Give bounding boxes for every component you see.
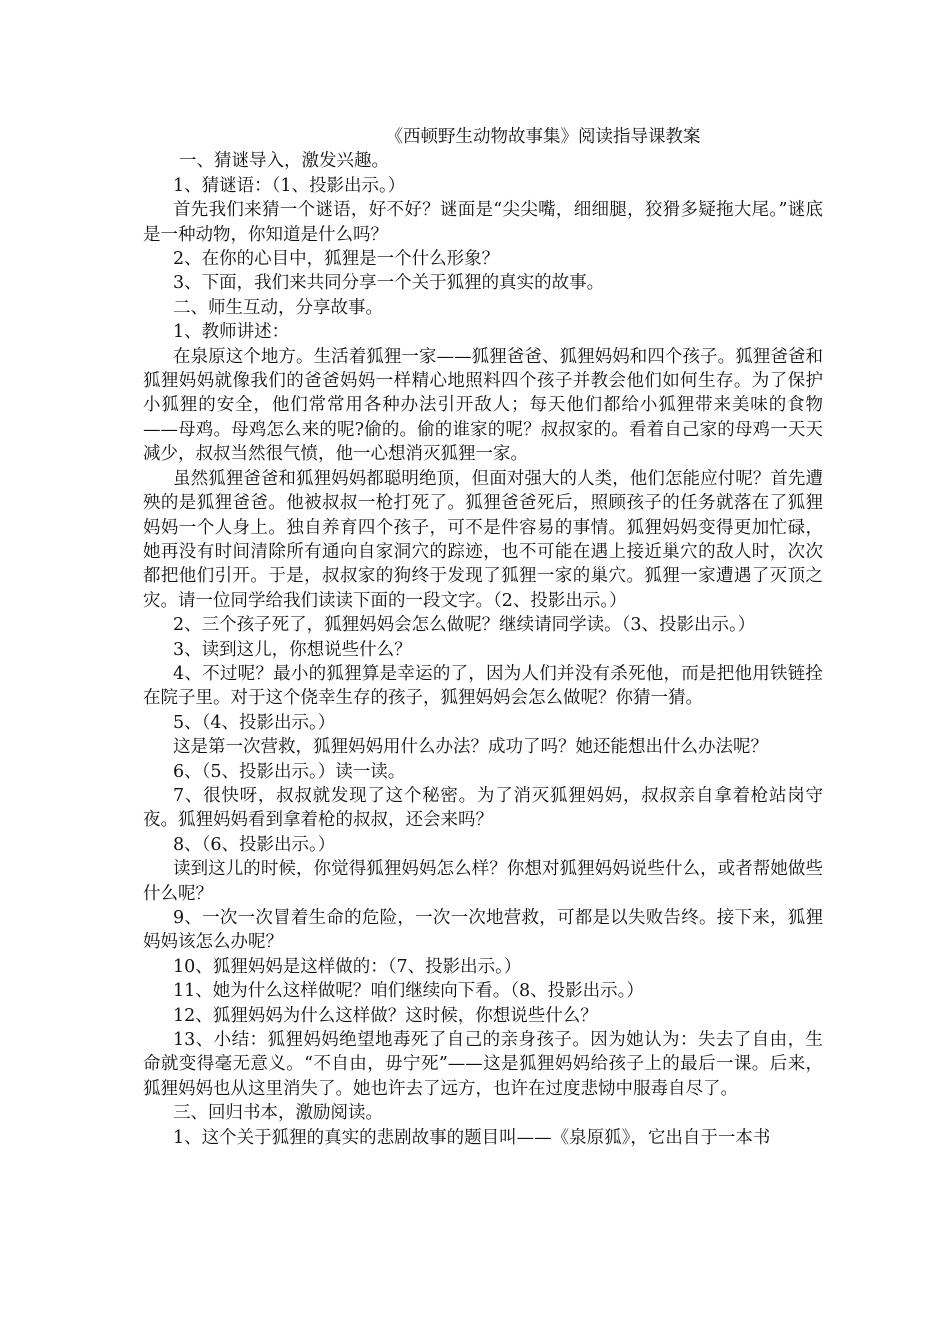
paragraph: 1、猜谜语：（1、投影出示。）: [173, 175, 406, 196]
lesson-plan-body: [143, 125, 823, 1150]
paragraph: 9、一次一次冒着生命的危险，一次一次地营救，可都是以失败告终。接下来，狐狸妈妈该怎么办呢？: [143, 908, 823, 953]
paragraph: 12、狐狸妈妈为什么这样做？这时候，你想说些什么？: [173, 1005, 598, 1026]
paragraph: 读到这儿的时候，你觉得狐狸妈妈怎么样？你想对狐狸妈妈说些什么，或者帮她做些什么呢？: [143, 859, 823, 904]
section-heading-2: 二、师生互动，分享故事。: [173, 297, 383, 318]
paragraph: 1、教师讲述：: [173, 322, 290, 343]
paragraph: 2、在你的心目中，狐狸是一个什么形象？: [173, 249, 500, 270]
paragraph: 4、不过呢？最小的狐狸算是幸运的了，因为人们并没有杀死他，而是把他用铁链拴在院子里。对于这个侥幸生存的孩子，狐狸妈妈会怎么做呢？你猜一猜。: [143, 663, 823, 709]
paragraph: 11、她为什么这样做呢？咱们继续向下看。（8、投影出示。）: [173, 981, 644, 1002]
section-heading-1: 一、猜谜导入，激发兴趣。: [179, 151, 389, 172]
paragraph: 13、小结：狐狸妈妈绝望地毒死了自己的亲身孩子。因为她认为：失去了自由，生命就变得毫无意义。“不自由，毋宁死”——这是狐狸妈妈给孩子上的最后一课。后来，狐狸妈妈也从这里消失了。她也许去了远方，也许在过度悲恸中服毒自尽了。: [143, 1030, 823, 1099]
paragraph: 10、狐狸妈妈是这样做的：（7、投影出示。）: [173, 956, 522, 977]
paragraph: 这是第一次营救，狐狸妈妈用什么办法？成功了吗？她还能想出什么办法呢？: [173, 737, 768, 758]
paragraph: 三、回归书本，激励阅读。: [173, 1103, 383, 1124]
paragraph: 2、三个孩子死了，狐狸妈妈会怎么做呢？继续请同学读。（3、投影出示。）: [173, 615, 756, 636]
paragraph: 虽然狐狸爸爸和狐狸妈妈都聪明绝顶，但面对强大的人类，他们怎能应付呢？首先遭殃的是狐狸爸爸。他被叔叔一枪打死了。狐狸爸爸死后，照顾孩子的任务就落在了狐狸妈妈一个人身上。独自养育四个孩子，可不是件容易的事情。狐狸妈妈变得更加忙碌，她再没有时间清除所有通向自家洞穴的踪迹，也不可能在遇上接近巢穴的敌人时，次次都把他们引开。于是，叔叔家的狗终于发现了狐狸一家的巢穴。狐狸一家遭遇了灭顶之灾。请一位同学给我们读读下面的一段文字。（2、投影出示。）: [143, 468, 823, 611]
paragraph: 8、（6、投影出示。）: [173, 834, 336, 855]
section-heading-3: 1、这个关于狐狸的真实的悲剧故事的题目叫——《泉原狐》，它出自于一本书: [173, 1127, 771, 1148]
paragraph: 3、读到这儿，你想说些什么？: [173, 639, 412, 660]
paragraph: 5、（4、投影出示。）: [173, 712, 336, 733]
document-title: 《西顿野生动物故事集》阅读指导课教案: [385, 127, 701, 147]
paragraph: 首先我们来猜一个谜语，好不好？谜面是“尖尖嘴，细细腿，狡猾多疑拖大尾。”谜底是一种动物，你知道是什么吗？: [143, 200, 823, 245]
paragraph: 在泉原这个地方。生活着狐狸一家——狐狸爸爸、狐狸妈妈和四个孩子。狐狸爸爸和狐狸妈妈就像我们的爸爸妈妈一样精心地照料四个孩子并教会他们如何生存。为了保护小狐狸的安全，他们常常用各种办法引开敌人；每天他们都给小狐狸带来美味的食物——母鸡。母鸡怎么来的呢?偷的。偷的谁家的呢？叔叔家的。看着自己家的母鸡一天天减少，叔叔当然很气愤，他一心想消灭狐狸一家。: [143, 346, 823, 465]
paragraph: 6、（5、投影出示。）读一读。: [173, 761, 406, 782]
paragraph: 7、很快呀，叔叔就发现了这个秘密。为了消灭狐狸妈妈，叔叔亲自拿着枪站岗守夜。狐狸妈妈看到拿着枪的叔叔，还会来吗？: [143, 785, 823, 831]
paragraph: 3、下面，我们来共同分享一个关于狐狸的真实的故事。: [173, 273, 605, 294]
